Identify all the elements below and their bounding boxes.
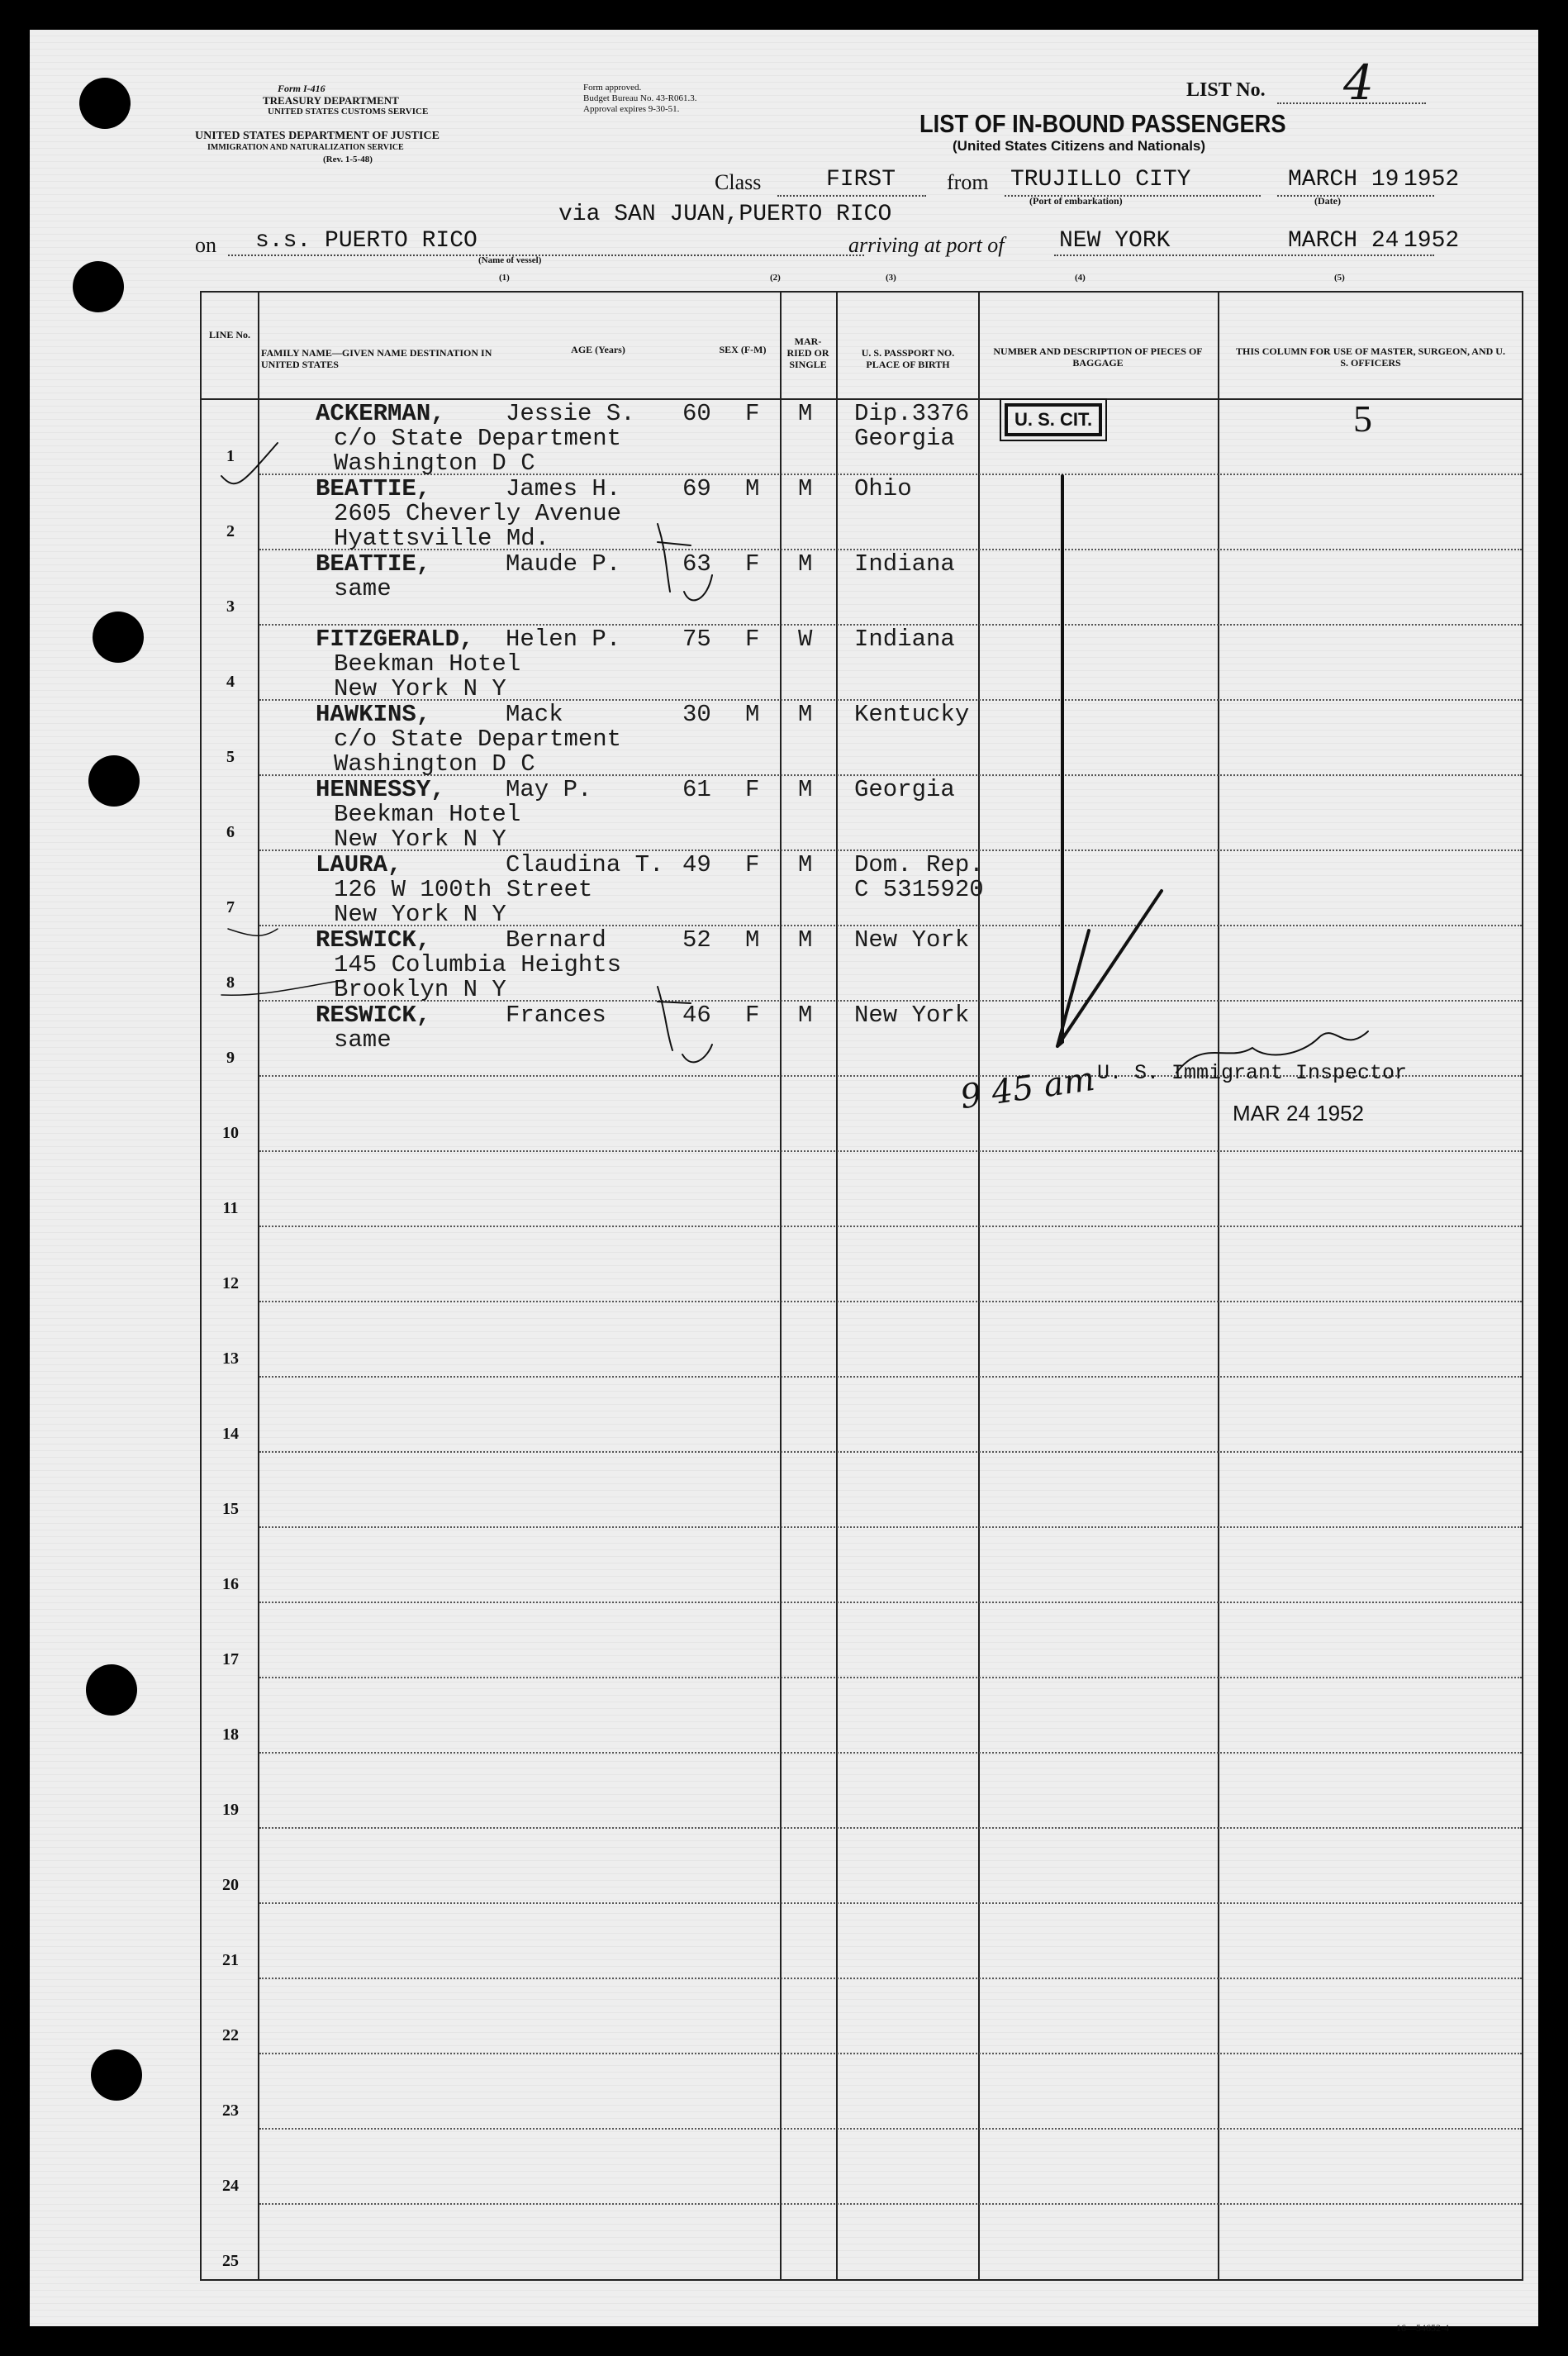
passenger-passport-1: Dom. Rep. bbox=[854, 851, 984, 878]
line-number: 13 bbox=[222, 1349, 239, 1368]
passenger-sex: F bbox=[745, 776, 760, 803]
passenger-address-2: Hyattsville Md. bbox=[334, 525, 550, 552]
passenger-given-name: Jessie S. bbox=[506, 400, 635, 427]
passenger-family-name: LAURA, bbox=[316, 851, 402, 878]
passenger-married: M bbox=[798, 851, 813, 878]
header-officers: THIS COLUMN FOR USE OF MASTER, SURGEON, AND U. S. OFFICERS bbox=[1236, 345, 1505, 369]
col-num-5: (5) bbox=[1334, 273, 1345, 283]
line-number: 10 bbox=[222, 1124, 239, 1142]
treasury-department: TREASURY DEPARTMENT bbox=[263, 94, 399, 107]
passenger-given-name: Claudina T. bbox=[506, 851, 664, 878]
passenger-passport-1: Kentucky bbox=[854, 701, 970, 728]
on-label: on bbox=[195, 233, 216, 257]
passenger-given-name: May P. bbox=[506, 776, 592, 803]
passenger-family-name: RESWICK, bbox=[316, 1002, 431, 1029]
customs-service: UNITED STATES CUSTOMS SERVICE bbox=[268, 107, 429, 117]
passenger-passport-1: New York bbox=[854, 926, 970, 954]
passenger-given-name: Helen P. bbox=[506, 626, 621, 653]
passenger-address-1: Beekman Hotel bbox=[334, 801, 521, 828]
vessel-caption: (Name of vessel) bbox=[478, 255, 542, 265]
line-number: 3 bbox=[226, 597, 235, 616]
list-no-label: LIST No. bbox=[1186, 79, 1266, 101]
line-number: 8 bbox=[226, 973, 235, 992]
passenger-age: 63 bbox=[682, 550, 711, 578]
inspector-signature bbox=[1176, 1031, 1368, 1073]
passenger-address-1: c/o State Department bbox=[334, 726, 622, 753]
passenger-age: 52 bbox=[682, 926, 711, 954]
passenger-address-1: Beekman Hotel bbox=[334, 650, 521, 678]
page-subtitle: (United States Citizens and Nationals) bbox=[953, 138, 1206, 154]
line-number: 16 bbox=[222, 1575, 239, 1593]
passenger-married: M bbox=[798, 1002, 813, 1029]
form-number: Form I-416 bbox=[278, 83, 325, 94]
line-number: 9 bbox=[226, 1049, 235, 1067]
passenger-passport-1: Dip.3376 bbox=[854, 400, 970, 427]
passenger-family-name: RESWICK, bbox=[316, 926, 431, 954]
list-no-value: 4 bbox=[1343, 55, 1374, 111]
class-label: Class bbox=[715, 170, 762, 194]
initials-mark-2 bbox=[658, 987, 712, 1062]
passenger-passport-1: Georgia bbox=[854, 776, 955, 803]
passenger-address-1: 145 Columbia Heights bbox=[334, 951, 622, 978]
col-num-1: (1) bbox=[499, 273, 510, 283]
inspector-date-stamp: MAR 24 1952 bbox=[1233, 1101, 1364, 1126]
punch-hole bbox=[91, 2049, 142, 2101]
passenger-address-2: Washington D C bbox=[334, 750, 535, 778]
passenger-passport-1: Indiana bbox=[854, 550, 955, 578]
passenger-passport-2: C 5315920 bbox=[854, 876, 984, 903]
passenger-married: W bbox=[798, 626, 813, 653]
from-value: TRUJILLO CITY bbox=[1010, 167, 1191, 193]
passenger-given-name: Bernard bbox=[506, 926, 606, 954]
date-caption: (Date) bbox=[1314, 195, 1341, 207]
approved-line-2: Budget Bureau No. 43-R061.3. bbox=[583, 93, 697, 103]
arrival-year: 1952 bbox=[1404, 228, 1460, 254]
passenger-address-2: Washington D C bbox=[334, 450, 535, 477]
passenger-sex: M bbox=[745, 701, 760, 728]
passenger-family-name: HENNESSY, bbox=[316, 776, 445, 803]
handwriting-overlay bbox=[30, 30, 1538, 2326]
passenger-address-1: 126 W 100th Street bbox=[334, 876, 593, 903]
passenger-age: 49 bbox=[682, 851, 711, 878]
passenger-sex: M bbox=[745, 475, 760, 502]
header-age: AGE (Years) bbox=[571, 344, 625, 355]
passenger-given-name: James H. bbox=[506, 475, 621, 502]
line-number: 5 bbox=[226, 748, 235, 766]
passenger-married: M bbox=[798, 550, 813, 578]
approved-line-3: Approval expires 9-30-51. bbox=[583, 104, 680, 114]
passenger-married: M bbox=[798, 400, 813, 427]
passenger-married: M bbox=[798, 701, 813, 728]
passenger-passport-1: Indiana bbox=[854, 626, 955, 653]
inspector-title: U. S. Immigrant Inspector bbox=[1097, 1061, 1408, 1085]
revision: (Rev. 1-5-48) bbox=[323, 155, 373, 164]
class-value: FIRST bbox=[826, 167, 896, 193]
passenger-sex: F bbox=[745, 1002, 760, 1029]
passenger-sex: F bbox=[745, 626, 760, 653]
col-num-4: (4) bbox=[1075, 273, 1086, 283]
line-number: 20 bbox=[222, 1876, 239, 1894]
manifest-page bbox=[30, 30, 1538, 2334]
passenger-address-1: same bbox=[334, 1026, 392, 1054]
passenger-sex: F bbox=[745, 400, 760, 427]
passenger-address-2: New York N Y bbox=[334, 826, 506, 853]
passenger-married: M bbox=[798, 475, 813, 502]
passenger-age: 60 bbox=[682, 400, 711, 427]
passenger-passport-1: New York bbox=[854, 1002, 970, 1029]
header-baggage: NUMBER AND DESCRIPTION OF PIECES OF BAGGAGE bbox=[993, 345, 1203, 369]
passenger-sex: F bbox=[745, 851, 760, 878]
arriving-label: arriving at port of bbox=[848, 233, 1005, 257]
header-passport: U. S. PASSPORT NO. PLACE OF BIRTH bbox=[861, 347, 955, 370]
punch-hole bbox=[93, 612, 144, 663]
passenger-passport-2: Georgia bbox=[854, 425, 955, 452]
line-number: 17 bbox=[222, 1650, 239, 1668]
punch-hole bbox=[79, 78, 131, 129]
line-number: 1 bbox=[226, 447, 235, 465]
passenger-family-name: HAWKINS, bbox=[316, 701, 431, 728]
line-number: 21 bbox=[222, 1951, 239, 1969]
port-caption: (Port of embarkation) bbox=[1029, 195, 1123, 207]
line-number: 18 bbox=[222, 1725, 239, 1744]
passenger-address-1: c/o State Department bbox=[334, 425, 622, 452]
date-value: MARCH 19 bbox=[1288, 167, 1399, 193]
punch-hole bbox=[88, 755, 140, 807]
stray-mark-2 bbox=[228, 929, 278, 935]
passenger-given-name: Frances bbox=[506, 1002, 606, 1029]
punch-hole bbox=[73, 261, 124, 312]
passenger-given-name: Mack bbox=[506, 701, 563, 728]
ins-service: IMMIGRATION AND NATURALIZATION SERVICE bbox=[207, 143, 404, 152]
header-line-no: LINE No. bbox=[208, 329, 250, 340]
line-number: 22 bbox=[222, 2026, 239, 2044]
arrival-date: MARCH 24 bbox=[1288, 228, 1399, 254]
arrival-port: NEW YORK bbox=[1059, 228, 1171, 254]
passenger-address-2: New York N Y bbox=[334, 901, 506, 928]
passenger-given-name: Maude P. bbox=[506, 550, 621, 578]
date-year: 1952 bbox=[1404, 167, 1460, 193]
line-number: 19 bbox=[222, 1801, 239, 1819]
passenger-address-2: Brooklyn N Y bbox=[334, 976, 506, 1003]
line-number: 12 bbox=[222, 1274, 239, 1292]
passenger-age: 61 bbox=[682, 776, 711, 803]
initials-mark-1 bbox=[658, 524, 712, 600]
stray-mark bbox=[221, 980, 344, 995]
col-num-3: (3) bbox=[886, 273, 896, 283]
time-note: 9 45 am bbox=[957, 1059, 1097, 1117]
passenger-age: 75 bbox=[682, 626, 711, 653]
vessel-name: s.s. PUERTO RICO bbox=[255, 228, 478, 254]
page-title: LIST OF IN-BOUND PASSENGERS bbox=[919, 109, 1286, 138]
checkmark-stem bbox=[1057, 476, 1062, 1046]
passenger-address-1: same bbox=[334, 575, 392, 602]
us-citizen-stamp: U. S. CIT. bbox=[1005, 403, 1102, 436]
passenger-sex: F bbox=[745, 550, 760, 578]
passenger-age: 69 bbox=[682, 475, 711, 502]
line-number: 11 bbox=[222, 1199, 239, 1217]
punch-hole bbox=[86, 1664, 137, 1716]
dept-justice: UNITED STATES DEPARTMENT OF JUSTICE bbox=[195, 130, 440, 142]
line-number: 15 bbox=[222, 1500, 239, 1518]
via-route: via SAN JUAN,PUERTO RICO bbox=[558, 202, 892, 227]
line-number: 6 bbox=[226, 823, 235, 841]
checkmark-tick bbox=[1057, 891, 1162, 1046]
header-sex: SEX (F-M) bbox=[719, 344, 767, 355]
footer-code: 16—54652-4 bbox=[1396, 2322, 1449, 2334]
from-label: from bbox=[947, 170, 989, 194]
passenger-sex: M bbox=[745, 926, 760, 954]
passenger-passport-1: Ohio bbox=[854, 475, 912, 502]
line-number: 7 bbox=[226, 898, 235, 916]
passenger-family-name: ACKERMAN, bbox=[316, 400, 445, 427]
tick-line-1 bbox=[221, 443, 278, 483]
officer-count: 5 bbox=[1353, 397, 1372, 440]
passenger-family-name: BEATTIE, bbox=[316, 475, 431, 502]
line-number: 4 bbox=[226, 673, 235, 691]
header-married: MAR-RIED OR SINGLE bbox=[786, 336, 829, 370]
passenger-address-2: New York N Y bbox=[334, 675, 506, 702]
line-number: 23 bbox=[222, 2101, 239, 2120]
header-name: FAMILY NAME—GIVEN NAME DESTINATION IN UNITED STATES bbox=[261, 347, 492, 370]
line-number: 24 bbox=[222, 2177, 239, 2195]
passenger-family-name: BEATTIE, bbox=[316, 550, 431, 578]
passenger-age: 46 bbox=[682, 1002, 711, 1029]
passenger-married: M bbox=[798, 926, 813, 954]
line-number: 25 bbox=[222, 2252, 239, 2270]
col-num-2: (2) bbox=[770, 273, 781, 283]
line-number: 14 bbox=[222, 1425, 239, 1443]
passenger-age: 30 bbox=[682, 701, 711, 728]
passenger-address-1: 2605 Cheverly Avenue bbox=[334, 500, 622, 527]
passenger-family-name: FITZGERALD, bbox=[316, 626, 474, 653]
line-number: 2 bbox=[226, 522, 235, 540]
approved-line-1: Form approved. bbox=[583, 83, 642, 93]
passenger-married: M bbox=[798, 776, 813, 803]
